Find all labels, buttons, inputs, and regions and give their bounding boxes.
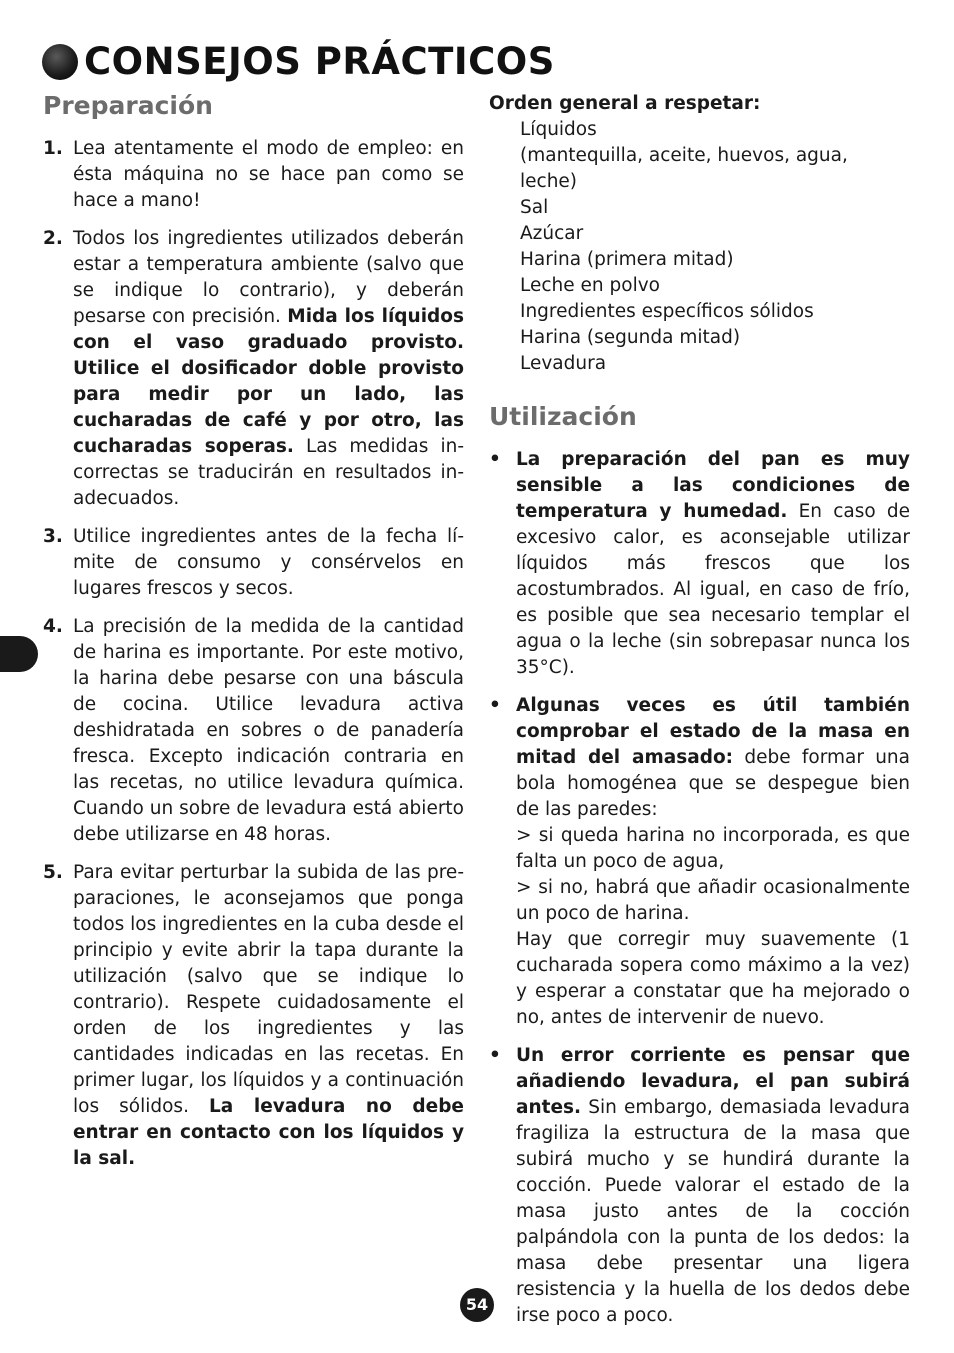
bullet-icon: • bbox=[489, 695, 501, 716]
section-heading-utilizacion: Utilización bbox=[489, 402, 637, 431]
bullet-icon: • bbox=[489, 1045, 501, 1066]
orden-item: Líquidos bbox=[520, 119, 597, 140]
text-run: Todos los ingredientes utilizados deberán estar a temperatura ambiente (salvo que se indique lo contrario), y deberán pesarse con precisión. bbox=[73, 228, 464, 327]
bold-text: La levadura no debe entrar en contacto con los líquidos y la sal. bbox=[73, 1096, 464, 1169]
orden-list bbox=[489, 117, 910, 377]
bold-text: Mida los líquidos con el vaso graduado provisto. Utilice el dosificador doble provisto para medir por un lado, las cucharadas de café y por otro, las cucharadas soperas. bbox=[73, 306, 465, 457]
bullet-item bbox=[489, 1043, 910, 1329]
text-run: Para evitar perturbar la subida de las preparaciones, le aconsejamos que ponga todos los ingredientes en la cuba desde el principio y evite abrir la tapa durante la utilización (salvo que se indique lo contrario). Respete cuidadosamente el orden de los ingredientes y las cantidades indicadas en las recetas. En primer lugar, los líquidos y a continuación los sólidos. bbox=[73, 862, 464, 1117]
item-text bbox=[73, 860, 464, 1172]
orden-item: Azúcar bbox=[520, 223, 584, 244]
text-run: > si queda harina no incorporada, es que falta un poco de agua, bbox=[516, 825, 910, 872]
orden-title: Orden general a respetar: bbox=[489, 93, 761, 114]
dark-sphere-icon bbox=[42, 44, 78, 80]
bullet-text bbox=[516, 1043, 910, 1329]
orden-item: Harina (primera mitad) bbox=[520, 249, 734, 270]
numbered-item bbox=[43, 614, 464, 848]
item-text bbox=[73, 136, 464, 214]
orden-item: (mantequilla, aceite, huevos, agua, leche) bbox=[520, 145, 848, 192]
right-column bbox=[489, 88, 910, 1341]
orden-item: Levadura bbox=[520, 353, 607, 374]
text-run: En caso de excesivo calor, es aconsejable utilizar líquidos más frescos que los acostumbrados. Al igual, en caso de frío, es posible que sea necesario templar el agua o la leche (sin sobrepasar nunca los 35°C). bbox=[516, 501, 910, 678]
text-run: Hay que corregir muy suavemente (1 cucharada sopera como máximo a la vez) y esperar a constatar que ha mejorado o no, antes de intervenir de nuevo. bbox=[516, 929, 910, 1028]
section-heading-preparacion: Preparación bbox=[43, 91, 213, 120]
item-number: 1. bbox=[43, 138, 63, 159]
bold-text: La preparación del pan es muy sensible a las condiciones de temperatura y humedad. bbox=[516, 449, 910, 522]
text-run: debe formar una bola homogénea que se despegue bien de las paredes: bbox=[516, 747, 910, 820]
page-title: CONSEJOS PRÁCTICOS bbox=[84, 40, 555, 83]
numbered-item bbox=[43, 860, 464, 1172]
orden-item: Leche en polvo bbox=[520, 275, 660, 296]
bullet-text bbox=[516, 447, 910, 681]
orden-item: Ingredientes específicos sólidos bbox=[520, 301, 814, 322]
preparacion-list bbox=[43, 136, 464, 1172]
item-text bbox=[73, 614, 464, 848]
item-text bbox=[73, 226, 464, 512]
bullet-icon: • bbox=[489, 449, 501, 470]
numbered-item bbox=[43, 136, 464, 214]
text-run: Lea atentamente el modo de empleo: en ésta máquina no se hace pan como se hace a mano! bbox=[73, 138, 464, 211]
orden-item: Sal bbox=[520, 197, 549, 218]
numbered-item bbox=[43, 524, 464, 602]
bold-text: Un error corriente es pensar que añadiendo levadura, el pan subirá antes. bbox=[516, 1045, 910, 1118]
text-run: Utilice ingredientes antes de la fecha límite de consumo y consérvelos en lugares frescos y secos. bbox=[73, 526, 464, 599]
item-number: 2. bbox=[43, 228, 63, 249]
item-number: 3. bbox=[43, 526, 63, 547]
item-number: 5. bbox=[43, 862, 63, 883]
text-run: > si no, habrá que añadir ocasionalmente un poco de harina. bbox=[516, 877, 910, 924]
bullet-item bbox=[489, 447, 910, 681]
left-column bbox=[43, 88, 464, 1184]
bullet-text bbox=[516, 693, 910, 1031]
page-number: 54 bbox=[460, 1288, 494, 1322]
text-run: Las medidas incorrectas se traducirán en resultados inadecuados. bbox=[73, 436, 464, 509]
item-text bbox=[73, 524, 464, 602]
bold-text: Algunas veces es útil también comprobar el estado de la masa en mitad del amasado: bbox=[516, 695, 910, 768]
bullet-item bbox=[489, 693, 910, 1031]
text-run: Sin embargo, demasiada levadura fragiliza la estructura de la masa que subirá mucho y se hundirá durante la cocción. Puede valorar el estado de la masa justo antes de la cocción palpándola con la punta de los dedos: la masa debe presentar una ligera resistencia y la huella de los dedos debe irse poco a poco. bbox=[516, 1097, 910, 1326]
text-run: La precisión de la medida de la cantidad de harina es importante. Por este motivo, la harina debe pesarse con una báscula de cocina. Utilice levadura activa deshidratada en sobres o de panadería fresca. Excepto indicación contraria en las recetas, no utilice levadura química. Cuando un sobre de levadura está abierto debe utilizarse en 48 horas. bbox=[73, 616, 464, 845]
page-header bbox=[42, 38, 555, 86]
numbered-item bbox=[43, 226, 464, 512]
utilizacion-list bbox=[489, 447, 910, 1329]
side-tab-marker bbox=[0, 636, 38, 672]
orden-item: Harina (segunda mitad) bbox=[520, 327, 741, 348]
item-number: 4. bbox=[43, 616, 63, 637]
